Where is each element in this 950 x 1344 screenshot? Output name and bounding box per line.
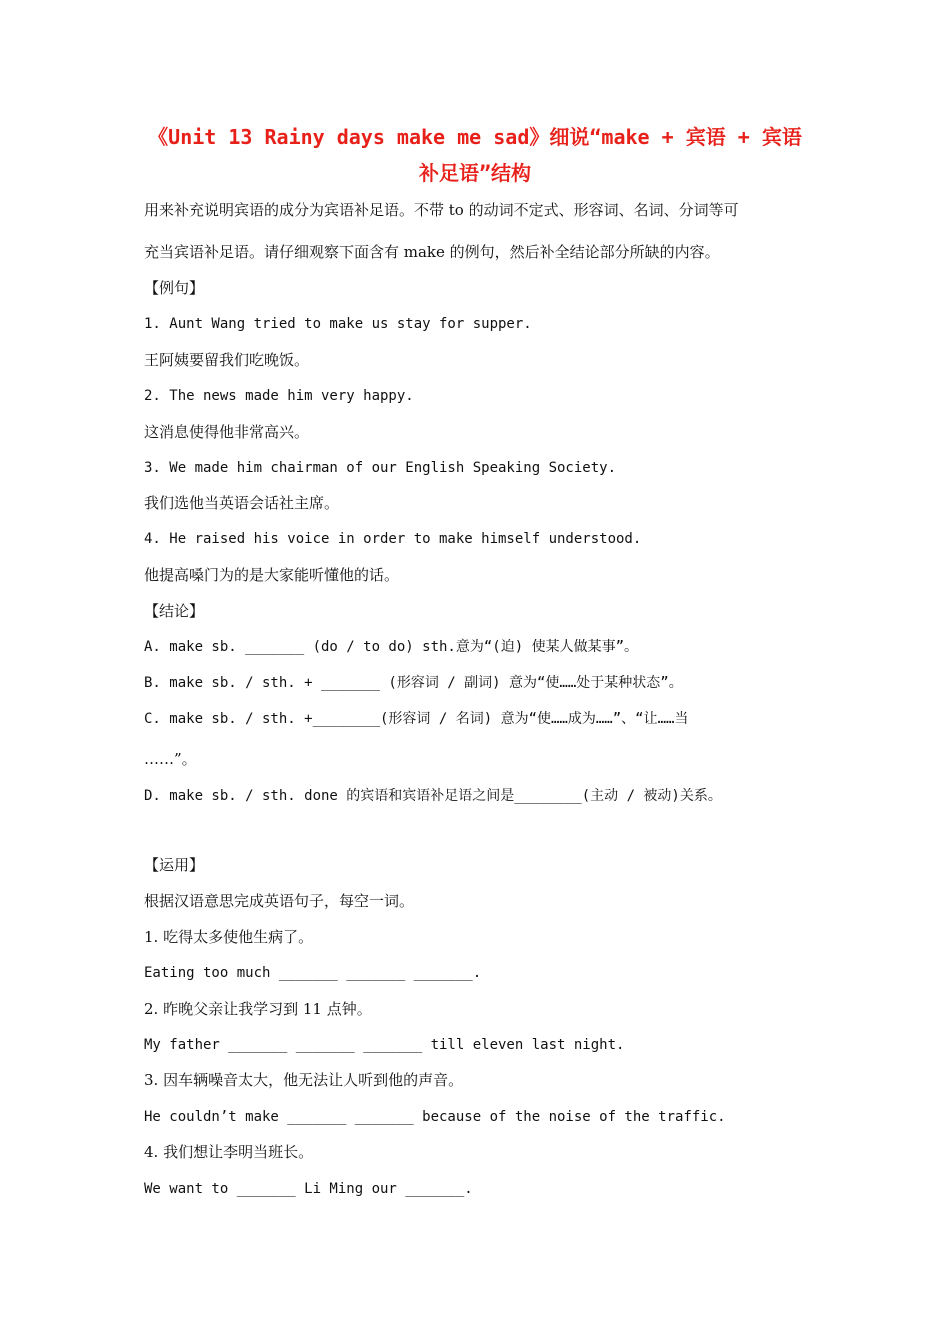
exercise-3-en: He couldn’t make _______ _______ because of the noise of the traffic. [144,1109,726,1125]
conclusion-c-line-1: C. make sb. / sth. +________(形容词 / 名词) 意为“使……成为……”、“让……当 [144,711,689,727]
example-4-zh: 他提高嗓门为的是大家能听懂他的话。 [144,566,400,584]
conclusion-d: D. make sb. / sth. done 的宾语和宾语补足语之间是________(主动 / 被动)关系。 [144,788,722,804]
example-3-zh: 我们选他当英语会话社主席。 [144,494,340,512]
exercise-1-en: Eating too much _______ _______ _______. [144,965,482,981]
conclusion-heading: 【结论】 [144,602,205,620]
application-instruction: 根据汉语意思完成英语句子，每空一词。 [144,892,415,910]
exercise-2-zh: 2. 昨晚父亲让我学习到 11 点钟。 [144,1000,372,1018]
exercise-2-en: My father _______ _______ _______ till eleven last night. [144,1037,625,1053]
example-1-zh: 王阿姨要留我们吃晚饭。 [144,351,310,369]
intro-line-2: 充当宾语补足语。请仔细观察下面含有 make 的例句，然后补全结论部分所缺的内容。 [144,243,720,261]
exercise-1-zh: 1. 吃得太多使他生病了。 [144,928,314,946]
exercise-3-zh: 3. 因车辆噪音太大，他无法让人听到他的声音。 [144,1071,464,1089]
title-line-1: 《Unit 13 Rainy days make me sad》细说“make + 宾语 + 宾语 [148,125,802,149]
example-2-zh: 这消息使得他非常高兴。 [144,423,310,441]
examples-heading: 【例句】 [144,279,205,297]
conclusion-b: B. make sb. / sth. + _______ (形容词 / 副词) 意为“使……处于某种状态”。 [144,675,683,691]
example-2-en: 2. The news made him very happy. [144,388,414,404]
example-3-en: 3. We made him chairman of our English Speaking Society. [144,460,617,476]
conclusion-c-line-2: ……”。 [144,750,197,768]
intro-line-1: 用来补充说明宾语的成分为宾语补足语。不带 to 的动词不定式、形容词、名词、分词等可 [144,201,739,219]
example-4-en: 4. He raised his voice in order to make himself understood. [144,531,642,547]
example-1-en: 1. Aunt Wang tried to make us stay for supper. [144,316,532,332]
application-heading: 【运用】 [144,856,205,874]
conclusion-a: A. make sb. _______ (do / to do) sth.意为“(迫) 使某人做某事”。 [144,639,639,655]
title-line-2: 补足语”结构 [418,161,532,185]
exercise-4-en: We want to _______ Li Ming our _______. [144,1181,473,1197]
exercise-4-zh: 4. 我们想让李明当班长。 [144,1143,314,1161]
